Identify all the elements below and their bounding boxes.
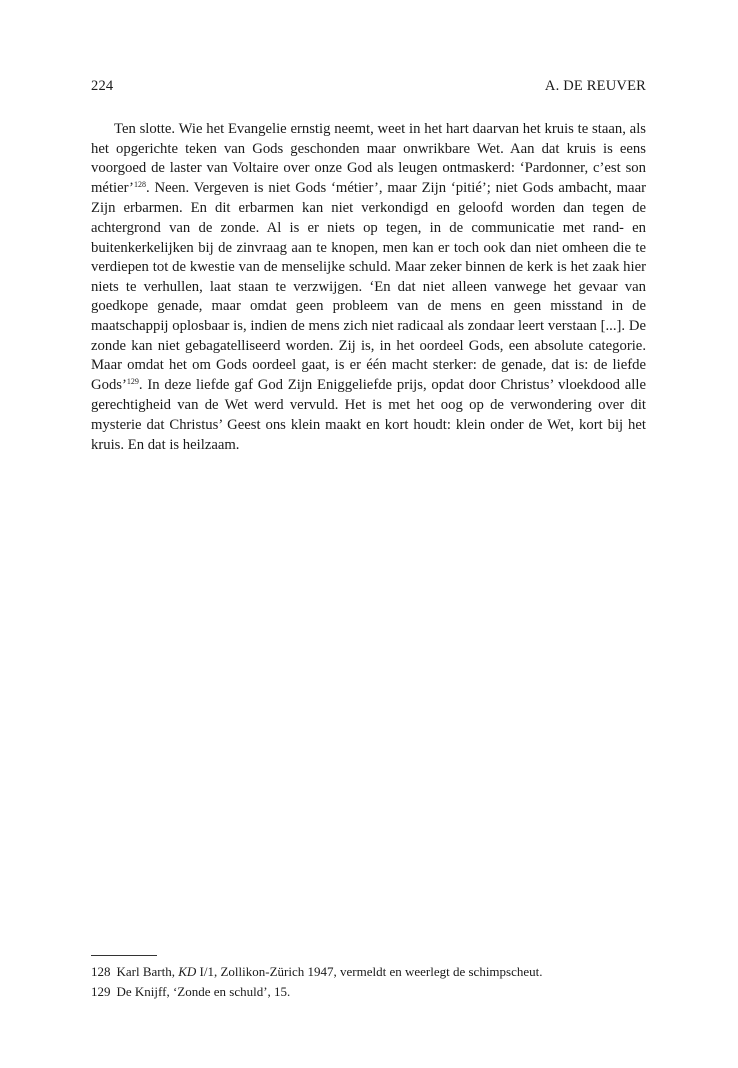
running-head-author: A. DE REUVER [544,78,646,94]
footnote-128 [91,962,646,982]
footnote-text: De Knijff, ‘Zonde en schuld’, 15. [116,984,291,999]
footnote-text: Karl Barth, [116,964,179,979]
footnote-italic: KD [178,964,197,979]
page [91,0,646,1068]
body-text [91,120,646,455]
body-text-segment: Ten slotte. Wie het Evangelie ernstig neemt, weet in het hart daarvan het kruis te staan, als het opgerichte teken van Gods geschonden maar onwrikbare Wet. Aan dat kruis is eens voorgoed de laster van Voltaire over onze God als leugen ontmaskerd: ‘Pardonner, c’est son métier’ [91,121,646,196]
running-head [91,78,646,98]
body-text-segment: . Neen. Vergeven is niet Gods ‘métier’, maar Zijn ‘pitié’; niet Gods ambacht, maar Zijn erbarmen. En dit erbarmen kan niet verkondigd en geloofd worden dan tegen de achtergrond van de zonde. Al is er niets op tegen, in de communicatie met rand- en buitenkerkelijken bij de zinvraag aan te knopen, men kan er toch ook dan niet omheen die te verdiepen tot de kwestie van de menselijke schuld. Maar zeker binnen de kerk is het zaak hier niets te verhullen, laat staan te verzwijgen. ‘En dat niet alleen vanwege het gevaar van goedkope genade, maar omdat geen probleem van de mens en geen misstand in de maatschappij oplosbaar is, indien de mens zich niet radicaal als zondaar leert verstaan [...]. De zonde kan niet gebagatelliseerd worden. Zij is, in het oordeel Gods, een absolute categorie. Maar omdat het om Gods oordeel gaat, is er één macht sterker: de genade, dat is: de liefde Gods’ [91,179,646,393]
body-text-segment: . In deze liefde gaf God Zijn Eniggeliefde prijs, opdat door Christus’ vloekdood alle gerechtigheid van de Wet werd vervuld. Het is met het oog op de verwondering over dit mysterie dat Christus’ Geest ons klein maakt en kort houdt: klein onder de Wet, kort bij het kruis. En dat is heilzaam. [91,376,646,453]
footnote-129 [91,982,646,1002]
footnote-ref: 129 [126,376,139,386]
footnote-text: I/1, Zollikon-Zürich 1947, vermeldt en weerlegt de schimpscheut. [196,964,543,979]
footnote-ref: 128 [133,179,146,189]
footnote-rule [91,955,157,956]
footnote-number: 128 [91,964,111,979]
body-paragraph [91,120,646,455]
page-number: 224 [91,78,114,94]
footnotes [91,962,646,1002]
footnote-number: 129 [91,984,111,999]
